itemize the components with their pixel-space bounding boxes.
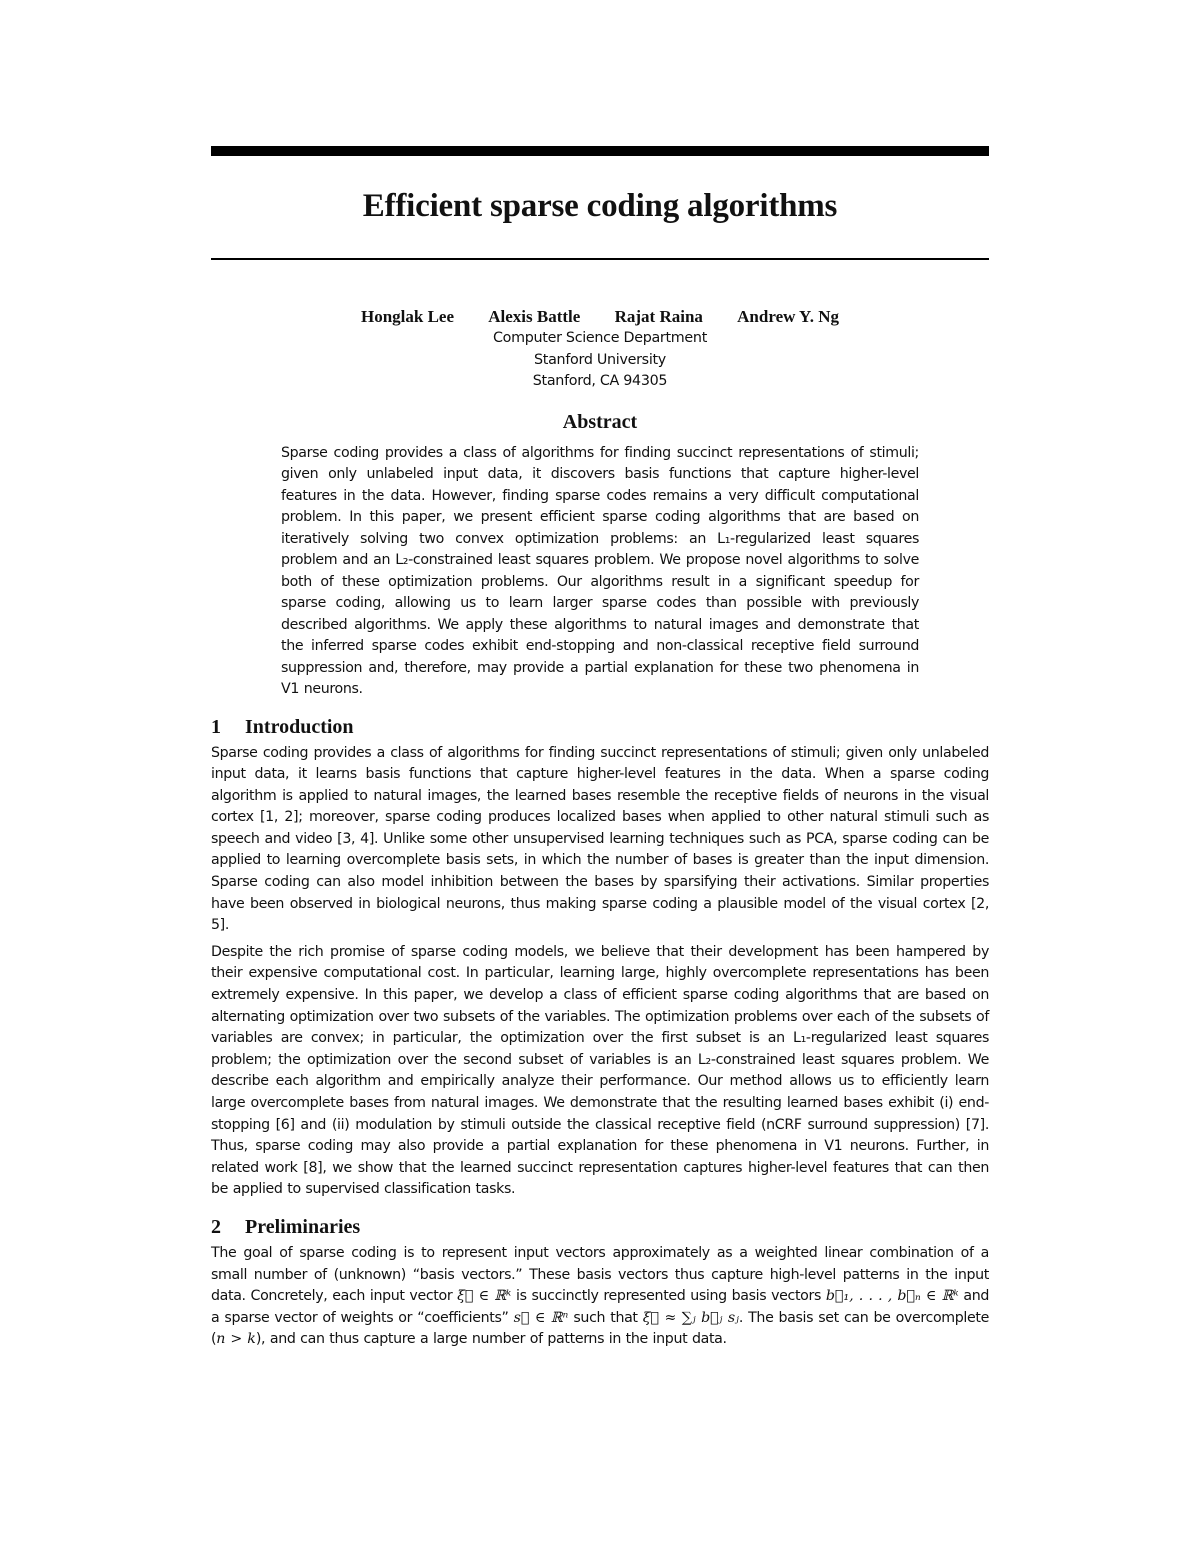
section-heading-introduction [211, 715, 989, 739]
section-heading-preliminaries [211, 1215, 989, 1239]
body-text: ), and can thus capture a large number of patterns in the input data. [255, 1331, 727, 1348]
section-number: 2 [211, 1215, 221, 1238]
body-text: The goal of sparse coding is to represent input vectors approximately as a weighted linear combination of a small number of (unknown) “basis vectors.” These basis vectors thus capture high-level patterns in the input data. Concretely, each input vector [211, 1244, 989, 1305]
author-name: Rajat Raina [614, 307, 703, 326]
abstract-body: Sparse coding provides a class of algorithms for finding succinct representations of stimuli; given only unlabeled input data, it discovers basis functions that capture higher-level features in the data. However, finding sparse codes remains a very difficult computational problem. In this paper, we present efficient sparse coding algorithms that are based on iteratively solving two convex optimization problems: an L₁-regularized least squares problem and an L₂-constrained least squares problem. We propose novel algorithms to solve both of these optimization problems. Our algorithms result in a significant speedup for sparse coding, allowing us to learn larger sparse codes than possible with previously described algorithms. We apply these algorithms to natural images and demonstrate that the inferred sparse codes exhibit end-stopping and non-classical receptive field surround suppression and, therefore, may provide a partial explanation for these two phenomena in V1 neurons. [281, 444, 919, 697]
body-text: . The basis set can be overcomplete ( [211, 1309, 989, 1348]
author-list [211, 306, 989, 328]
title-bottom-rule [211, 258, 989, 260]
intro-paragraph-1: Sparse coding provides a class of algorithms for finding succinct representations of stimuli; given only unlabeled input data, it learns basis functions that capture higher-level features in the data. When a sparse coding algorithm is applied to natural images, the learned bases resemble the receptive fields of neurons in the visual cortex [1, 2]; moreover, sparse coding produces localized bases when applied to other natural stimuli such as speech and video [3, 4]. Unlike some other unsupervised learning techniques such as PCA, sparse coding can be applied to learning overcomplete basis sets, in which the number of bases is greater than the input dimension. Sparse coding can also model inhibition between the bases by sparsifying their activations. Similar properties have been observed in biological neurons, thus making sparse coding a plausible model of the visual cortex [2, 5]. [211, 744, 989, 934]
preliminaries-paragraph [211, 1243, 989, 1351]
affiliation-university: Stanford University [534, 351, 666, 368]
math-approximation: ξ⃗ ≈ ∑ⱼ b⃗ⱼ sⱼ [642, 1309, 739, 1326]
math-input-vector: ξ⃗ ∈ ℝᵏ [457, 1288, 512, 1305]
affiliation-address: Stanford, CA 94305 [532, 373, 668, 389]
body-text: is succinctly represented using basis vectors [511, 1288, 826, 1305]
math-overcomplete-condition: n > k [216, 1331, 256, 1348]
paper-page [211, 146, 989, 1351]
math-basis-vectors: b⃗₁, . . . , b⃗ₙ ∈ ℝᵏ [825, 1288, 959, 1305]
title-top-rule [211, 146, 989, 156]
affiliation [211, 328, 989, 393]
math-coefficients: s⃗ ∈ ℝⁿ [513, 1309, 569, 1326]
intro-paragraph-2: Despite the rich promise of sparse coding models, we believe that their development has been hampered by their expensive computational cost. In particular, learning large, highly overcomplete representations has been extremely expensive. In this paper, we develop a class of efficient sparse coding algorithms that are based on alternating optimization over two subsets of the variables. The optimization problems over each of the subsets of variables are convex; in particular, the optimization over the first subset is an L₁-regularized least squares problem; the optimization over the second subset of variables is an L₂-constrained least squares problem. We describe each algorithm and empirically analyze their performance. Our method allows us to efficiently learn large overcomplete bases from natural images. We demonstrate that the resulting learned bases exhibit (i) end-stopping [6] and (ii) modulation by stimuli outside the classical receptive field (nCRF surround suppression) [7]. Thus, sparse coding may also provide a partial explanation for these phenomena in V1 neurons. Further, in related work [8], we show that the learned succinct representation captures higher-level features that can then be applied to supervised classification tasks. [211, 943, 989, 1198]
section-title: Preliminaries [245, 1215, 361, 1238]
body-text: such that [568, 1309, 643, 1326]
author-name: Honglak Lee [360, 307, 455, 326]
section-title: Introduction [245, 715, 354, 738]
section-number: 1 [211, 715, 221, 738]
author-name: Alexis Battle [488, 307, 581, 326]
paper-title: Efficient sparse coding algorithms [362, 188, 838, 224]
abstract-heading: Abstract [562, 410, 638, 433]
author-name: Andrew Y. Ng [737, 307, 840, 326]
affiliation-department: Computer Science Department [493, 330, 707, 346]
body-text: and a sparse vector of weights or “coefficients” [211, 1288, 989, 1326]
